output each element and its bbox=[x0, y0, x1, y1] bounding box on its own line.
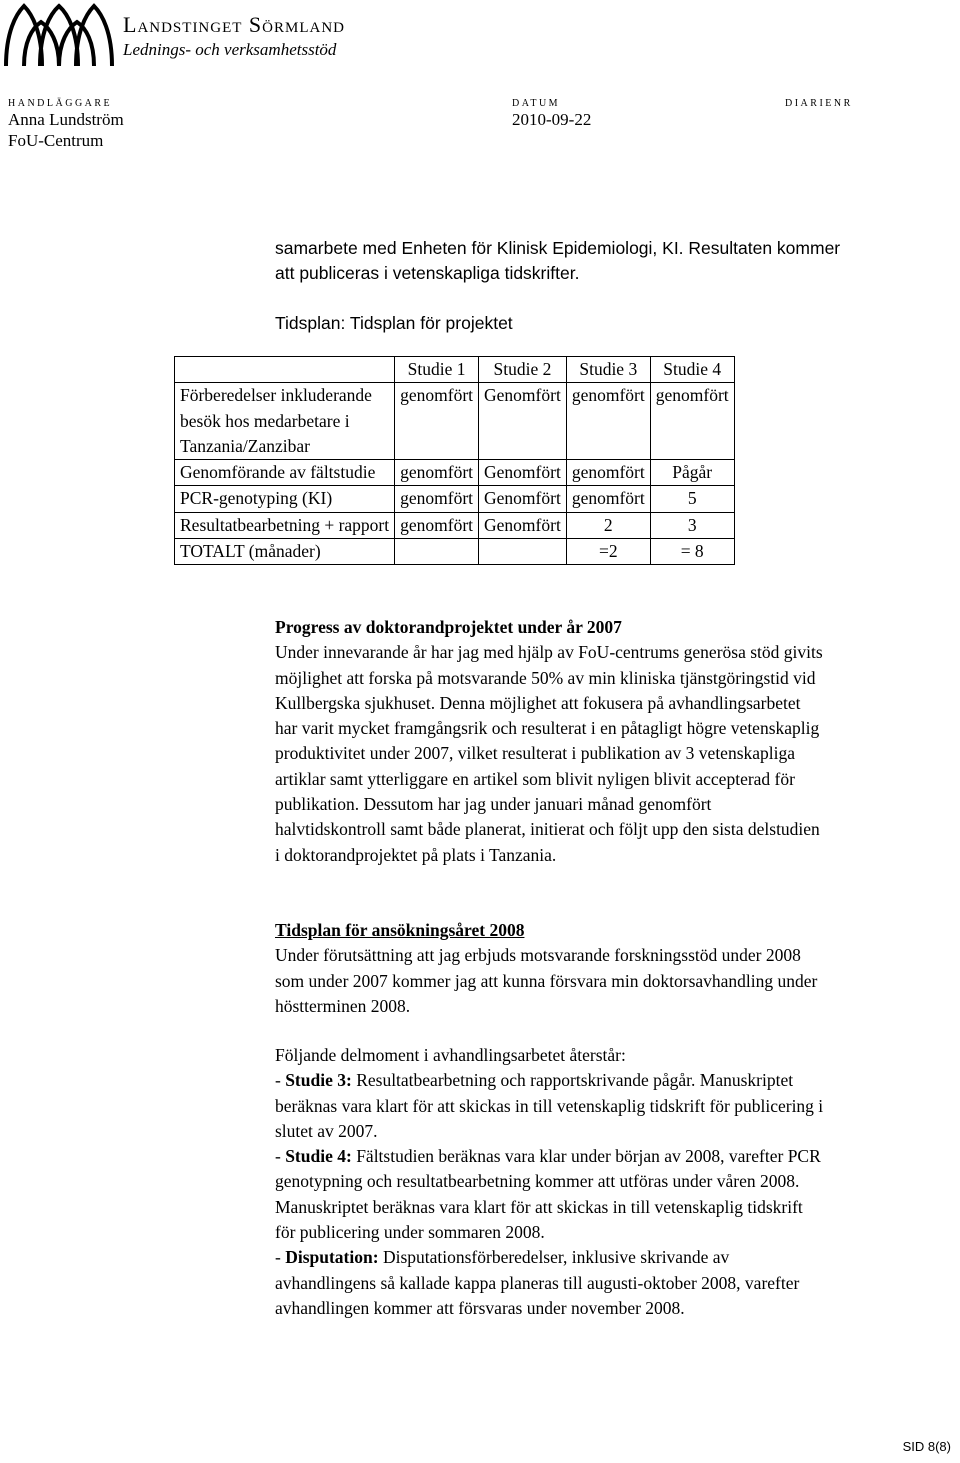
org-name: Landstinget Sörmland bbox=[123, 12, 345, 37]
remaining-item-first-line bbox=[275, 1245, 955, 1270]
text-line: har varit mycket framgångsrik och resulterat i en påtagligt högre vetenskaplig bbox=[275, 718, 820, 739]
text-line: samarbete med Enheten för Klinisk Epidemiologi, KI. Resultaten kommer bbox=[275, 238, 841, 258]
page-number: SID 8(8) bbox=[902, 1439, 951, 1454]
remaining-section bbox=[275, 1043, 955, 1321]
row-label: Resultatbearbetning + rapport bbox=[175, 512, 395, 538]
row-label-line: Tanzania/Zanzibar bbox=[180, 435, 310, 456]
tulip-crown-logo-icon bbox=[2, 2, 116, 68]
item-label: Studie 4: bbox=[285, 1146, 352, 1167]
table-cell: genomfört bbox=[650, 383, 734, 460]
text-line: avhandlingen kommer att försvaras under november 2008. bbox=[275, 1297, 685, 1318]
progress-section bbox=[275, 615, 955, 868]
row-label: PCR-genotyping (KI) bbox=[175, 486, 395, 512]
row-label bbox=[175, 383, 395, 460]
text-line: som under 2007 kommer jag att kunna försvara min doktorsavhandling under bbox=[275, 970, 818, 991]
table-cell: genomfört bbox=[566, 460, 650, 486]
schedule-table bbox=[174, 356, 735, 565]
tidsplan-heading: Tidsplan: Tidsplan för projektet bbox=[275, 313, 513, 333]
table-cell: genomfört bbox=[566, 383, 650, 460]
text-line: Under innevarande år har jag med hjälp av FoU-centrums generösa stöd givits bbox=[275, 642, 823, 663]
item-prefix: - bbox=[275, 1146, 286, 1167]
table-cell: 5 bbox=[650, 486, 734, 512]
table-row bbox=[175, 460, 735, 486]
text-line: Under förutsättning att jag erbjuds motsvarande forskningsstöd under 2008 bbox=[275, 945, 801, 966]
item-text: Disputationsförberedelser, inklusive skrivande av bbox=[378, 1247, 730, 1268]
text-line: möjlighet att forska på motsvarande 50% av min kliniska tjänstgöringstid vid bbox=[275, 667, 816, 688]
progress-heading: Progress av doktorandprojektet under år 2007 bbox=[275, 617, 622, 637]
table-cell: genomfört bbox=[566, 486, 650, 512]
intro-paragraph bbox=[275, 236, 955, 287]
item-text: Fältstudien beräknas vara klar under början av 2008, varefter PCR bbox=[351, 1146, 821, 1167]
text-line: Kullbergska sjukhuset. Denna möjlighet att fokusera på avhandlingsarbetet bbox=[275, 692, 801, 713]
remaining-intro: Följande delmoment i avhandlingsarbetet återstår: bbox=[275, 1045, 626, 1065]
text-line: i doktorandprojektet på plats i Tanzania. bbox=[275, 844, 557, 865]
table-cell: genomfört bbox=[395, 512, 479, 538]
item-prefix: - bbox=[275, 1070, 286, 1091]
text-line: genotypning och resultatbearbetning kommer att utföras under våren 2008. bbox=[275, 1171, 800, 1192]
text-line: avhandlingens så kallade kappa planeras till augusti-oktober 2008, varefter bbox=[275, 1272, 800, 1293]
handlaggare-unit: FoU-Centrum bbox=[8, 131, 104, 150]
table-cell: genomfört bbox=[395, 383, 479, 460]
table-cell: genomfört bbox=[395, 460, 479, 486]
datum-value: 2010-09-22 bbox=[512, 110, 592, 129]
table-row bbox=[175, 383, 735, 460]
table-cell: =2 bbox=[566, 539, 650, 565]
table-cell: Genomfört bbox=[479, 512, 567, 538]
row-label: TOTALT (månader) bbox=[175, 539, 395, 565]
remaining-item-first-line bbox=[275, 1144, 955, 1169]
text-line: publikation. Dessutom har jag under januari månad genomfört bbox=[275, 794, 712, 815]
text-line: för publicering under sommaren 2008. bbox=[275, 1222, 545, 1243]
table-cell: 3 bbox=[650, 512, 734, 538]
item-label: Disputation: bbox=[285, 1247, 379, 1268]
table-cell bbox=[479, 539, 567, 565]
table-cell: Genomfört bbox=[479, 383, 567, 460]
table-header-cell: Studie 2 bbox=[479, 357, 567, 383]
org-subtitle: Lednings- och verksamhetsstöd bbox=[123, 40, 337, 59]
table-header-cell bbox=[175, 357, 395, 383]
table-cell: genomfört bbox=[395, 486, 479, 512]
table-cell: Pågår bbox=[650, 460, 734, 486]
text-line: höstterminen 2008. bbox=[275, 995, 411, 1016]
table-row bbox=[175, 512, 735, 538]
table-header-cell: Studie 1 bbox=[395, 357, 479, 383]
ansokning-heading bbox=[275, 918, 955, 943]
text-line: halvtidskontroll samt både planerat, initierat och följt upp den sista delstudien bbox=[275, 819, 820, 840]
row-label-line: besök hos medarbetare i bbox=[180, 410, 350, 431]
text-line: beräknas vara klart för att skickas in till vetenskaplig tidskrift för publicering i bbox=[275, 1095, 824, 1116]
table-cell: Genomfört bbox=[479, 460, 567, 486]
table-row bbox=[175, 539, 735, 565]
table-header-cell: Studie 3 bbox=[566, 357, 650, 383]
row-label-line: Förberedelser inkluderande bbox=[180, 385, 372, 406]
handlaggare-name: Anna Lundström bbox=[8, 110, 124, 129]
text-line: att publiceras i vetenskapliga tidskrifter. bbox=[275, 263, 580, 284]
item-label: Studie 3: bbox=[285, 1070, 352, 1091]
ansokning-section bbox=[275, 918, 955, 1019]
text-line: Manuskriptet beräknas vara klart för att skickas in till vetenskaplig tidskrift bbox=[275, 1196, 803, 1217]
diarienr-label: DIARIENR bbox=[785, 98, 853, 109]
text-line: produktivitet under 2007, vilket resulterat i publikation av 3 vetenskapliga bbox=[275, 743, 796, 764]
table-row bbox=[175, 486, 735, 512]
text-line: slutet av 2007. bbox=[275, 1120, 378, 1141]
table-cell: 2 bbox=[566, 512, 650, 538]
table-cell bbox=[395, 539, 479, 565]
row-label: Genomförande av fältstudie bbox=[175, 460, 395, 486]
ansokning-heading-text: Tidsplan för ansökningsåret 2008 bbox=[275, 920, 525, 940]
handlaggare-label: HANDLÄGGARE bbox=[8, 98, 113, 109]
table-header-row bbox=[175, 357, 735, 383]
table-cell: = 8 bbox=[650, 539, 734, 565]
item-text: Resultatbearbetning och rapportskrivande pågår. Manuskriptet bbox=[351, 1070, 794, 1091]
table-header-cell: Studie 4 bbox=[650, 357, 734, 383]
text-line: artiklar samt ytterliggare en artikel som blivit nyligen blivit accepterad för bbox=[275, 768, 795, 789]
item-prefix: - bbox=[275, 1247, 286, 1268]
datum-label: DATUM bbox=[512, 98, 561, 109]
remaining-item-first-line bbox=[275, 1068, 955, 1093]
table-cell: Genomfört bbox=[479, 486, 567, 512]
